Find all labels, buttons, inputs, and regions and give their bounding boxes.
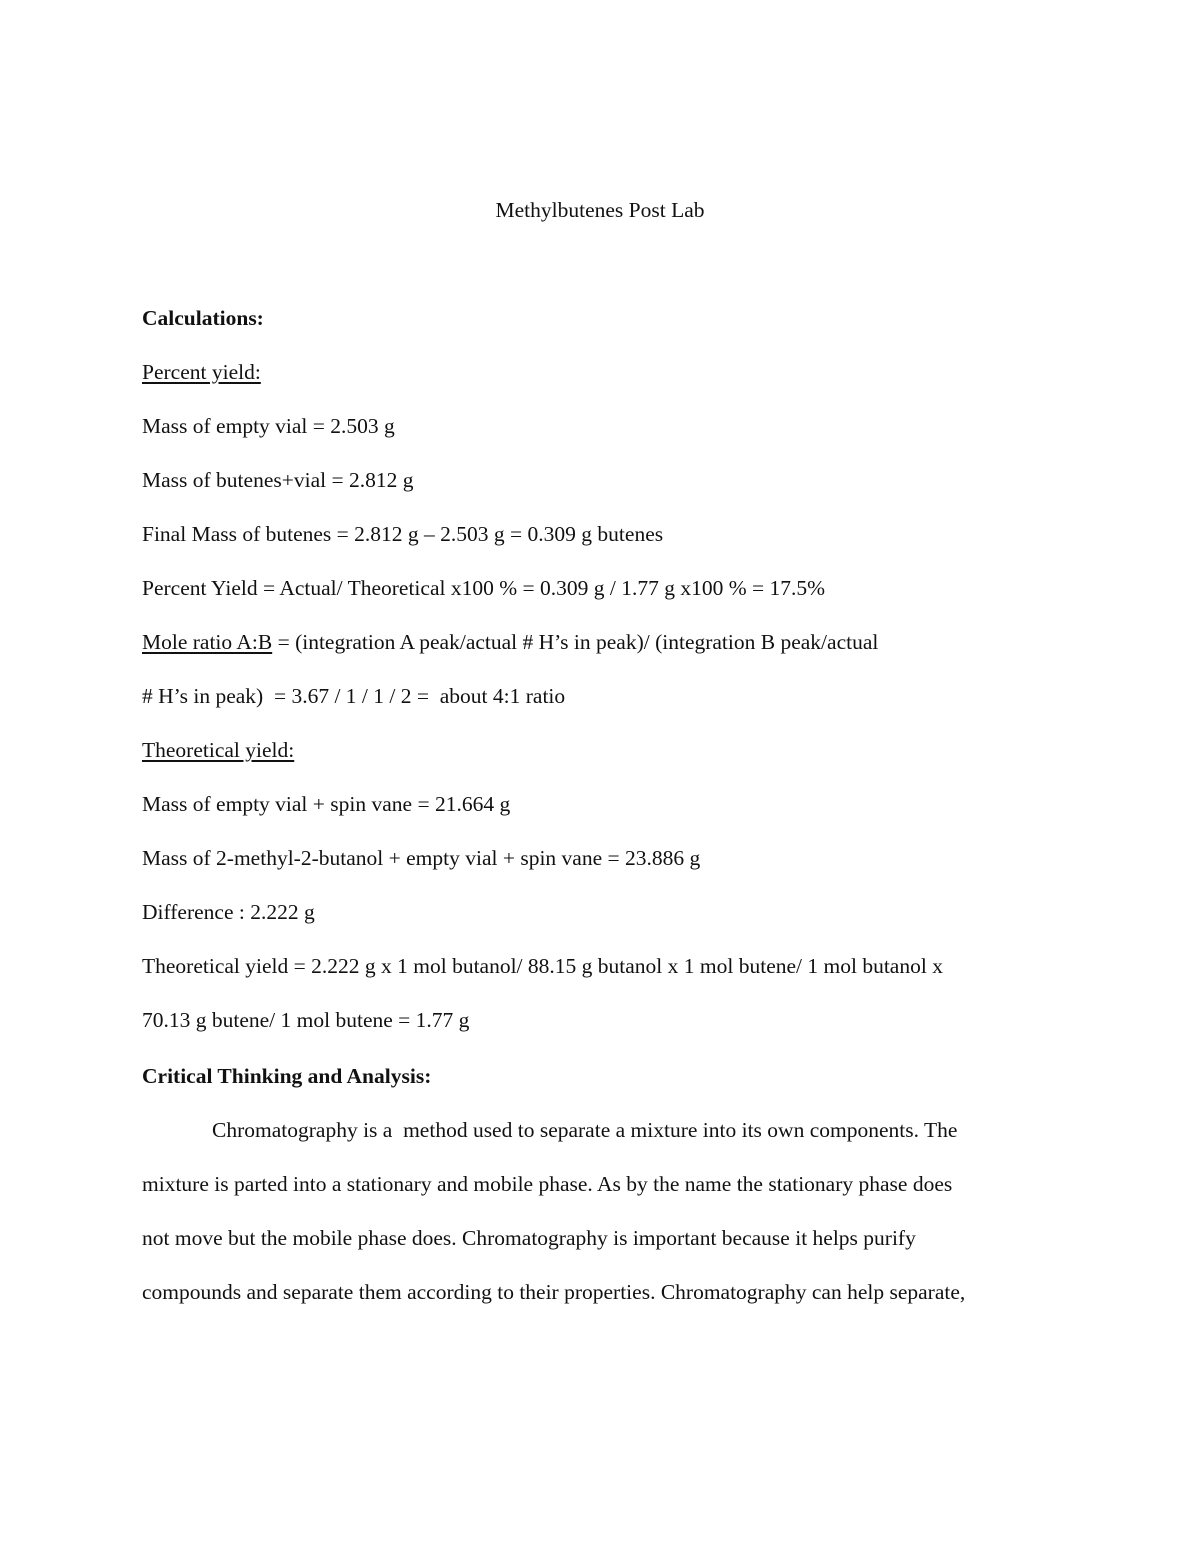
mole-ratio-continued: # H’s in peak) = 3.67 / 1 / 1 / 2 = about 4:1 ratio [142,684,566,708]
analysis-heading: Critical Thinking and Analysis: [142,1064,432,1088]
theoretical-yield-heading: Theoretical yield: [142,738,295,762]
percent-yield-line: Final Mass of butenes = 2.812 g – 2.503 g = 0.309 g butenes [142,522,664,546]
theoretical-yield-line: Mass of empty vial + spin vane = 21.664 g [142,792,511,816]
theoretical-yield-line: Mass of 2-methyl-2-butanol + empty vial + spin vane = 23.886 g [142,846,701,870]
theoretical-yield-line: Theoretical yield = 2.222 g x 1 mol butanol/ 88.15 g butanol x 1 mol butene/ 1 mol butanol x [142,954,943,978]
theoretical-yield-line: Difference : 2.222 g [142,900,315,924]
analysis-paragraph-line: Chromatography is a method used to separate a mixture into its own components. The [212,1118,958,1142]
percent-yield-heading: Percent yield: [142,360,261,384]
percent-yield-line: Mass of empty vial = 2.503 g [142,414,395,438]
mole-ratio-formula: = (integration A peak/actual # H’s in peak)/ (integration B peak/actual [272,630,879,654]
mole-ratio-line [142,628,878,656]
analysis-paragraph-line: mixture is parted into a stationary and mobile phase. As by the name the stationary phase does [142,1172,953,1196]
analysis-paragraph-line: not move but the mobile phase does. Chromatography is important because it helps purify [142,1226,916,1250]
analysis-paragraph-line: compounds and separate them according to their properties. Chromatography can help separate, [142,1280,966,1304]
calculations-heading: Calculations: [142,306,264,330]
mole-ratio-label: Mole ratio A:B [142,630,273,654]
document-title: Methylbutenes Post Lab [495,198,705,222]
percent-yield-line: Mass of butenes+vial = 2.812 g [142,468,414,492]
percent-yield-line: Percent Yield = Actual/ Theoretical x100 % = 0.309 g / 1.77 g x100 % = 17.5% [142,576,826,600]
theoretical-yield-line: 70.13 g butene/ 1 mol butene = 1.77 g [142,1008,470,1032]
